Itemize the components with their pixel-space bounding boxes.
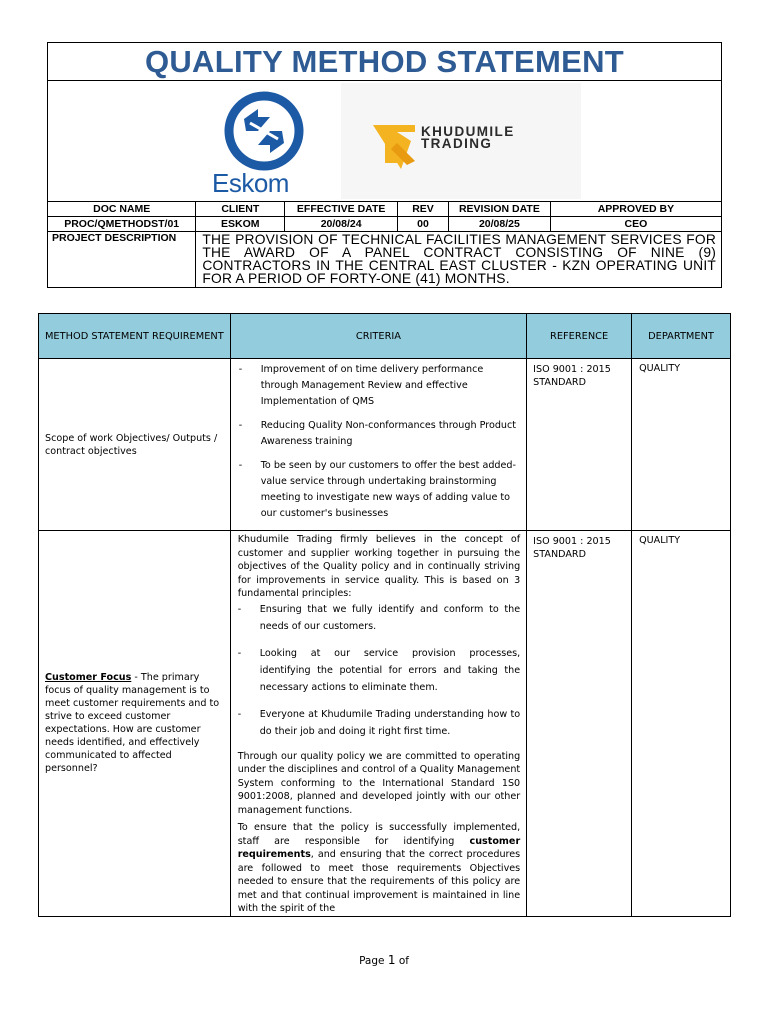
meta-header-rev: REV <box>398 202 449 217</box>
page-number: 1 <box>387 953 396 967</box>
customer-focus-text: - The primary focus of quality management is to meet customer requirements and to strive to exceed customer expectations. How are customer needs identified, and effectively communicated to affected personnel? <box>45 672 220 775</box>
principles-list <box>238 601 520 740</box>
meta-approved-by: CEO <box>550 217 721 232</box>
document-title: QUALITY METHOD STATEMENT <box>48 43 721 81</box>
meta-client: ESKOM <box>196 217 285 232</box>
col-header-reference: REFERENCE <box>527 314 632 359</box>
meta-header-row <box>48 202 721 217</box>
meta-doc-name: PROC/QMETHODST/01 <box>48 217 196 232</box>
requirement-cell <box>39 531 231 917</box>
list-item: - Reducing Quality Non-conformances through Product Awareness training <box>231 418 526 450</box>
quality-policy-paragraph: Through our quality policy we are committed to operating under the disciplines and control of a Quality Management System conforming to the International Standard 1S0 9001:2008, planned and developed jointly with our other management functions. <box>237 750 521 816</box>
project-description-row <box>48 232 721 288</box>
list-item: - Ensuring that we fully identify and conform to the needs of our customers. <box>238 601 520 635</box>
meta-header-approved-by: APPROVED BY <box>550 202 721 217</box>
col-header-criteria: CRITERIA <box>230 314 526 359</box>
project-description-label: PROJECT DESCRIPTION <box>48 232 196 288</box>
eskom-logo <box>188 83 340 199</box>
meta-header-client: CLIENT <box>196 202 285 217</box>
customer-requirements-emphasis: customer requirements <box>237 835 521 860</box>
criteria-cell <box>230 359 526 531</box>
department-cell: QUALITY <box>632 531 731 917</box>
list-item: - Looking at our service provision processes, identifying the potential for errors and taking the necessary actions to eliminate them. <box>238 645 520 696</box>
method-statement-table <box>38 313 731 917</box>
list-item: - To be seen by our customers to offer the best added-value service through undertaking brainstorming meeting to investigate new ways of adding value to our customer's businesses <box>231 458 526 522</box>
table-header-row <box>39 314 731 359</box>
page-of-label: of <box>398 955 409 967</box>
document-header <box>47 42 722 288</box>
col-header-requirement: METHOD STATEMENT REQUIREMENT <box>39 314 231 359</box>
meta-header-revision-date: REVISION DATE <box>448 202 550 217</box>
page-label: Page <box>359 955 385 967</box>
reference-cell: ISO 9001 : 2015 STANDARD <box>527 531 632 917</box>
meta-revision-date: 20/08/25 <box>448 217 550 232</box>
col-header-department: DEPARTMENT <box>632 314 731 359</box>
implementation-paragraph: To ensure that the policy is successfully implemented, staff are responsible for identifying customer requirements, and ensuring that the correct procedures are followed to meet those requirements Objectives needed to ensure that the requirements of this policy are met and that continual improvement is maintained in line with the spirit of the <box>237 822 521 914</box>
khudumile-logo <box>341 83 581 199</box>
document-meta-table <box>48 202 721 287</box>
table-row <box>39 531 731 917</box>
list-item: - Improvement of on time delivery performance through Management Review and effective Implementation of QMS <box>231 362 526 410</box>
customer-focus-title: Customer Focus <box>45 672 132 684</box>
logo-row <box>48 81 721 202</box>
table-row <box>39 359 731 531</box>
meta-effective-date: 20/08/24 <box>285 217 398 232</box>
khudumile-wordmark: KHUDUMILE TRADING <box>421 123 515 152</box>
meta-header-doc-name: DOC NAME <box>48 202 196 217</box>
meta-header-effective-date: EFFECTIVE DATE <box>285 202 398 217</box>
list-item: - Everyone at Khudumile Trading understanding how to do their job and doing it right first time. <box>238 706 520 740</box>
criteria-intro: Khudumile Trading firmly believes in the concept of customer and supplier working together in pursuing the objectives of the Quality policy and in continually striving for improvements in service quality. This is based on 3 fundamental principles: <box>237 534 521 599</box>
reference-cell: ISO 9001 : 2015 STANDARD <box>527 359 632 531</box>
meta-value-row <box>48 217 721 232</box>
eskom-wordmark: Eskom <box>212 168 289 198</box>
page-footer <box>0 953 768 967</box>
department-cell: QUALITY <box>632 359 731 531</box>
requirement-cell: Scope of work Objectives/ Outputs / contract objectives <box>39 359 231 531</box>
criteria-list <box>231 362 526 522</box>
meta-rev: 00 <box>398 217 449 232</box>
project-description-text: THE PROVISION OF TECHNICAL FACILITIES MANAGEMENT SERVICES FOR THE AWARD OF A PANEL CONTRACT CONSISTING OF NINE (9) CONTRACTORS IN THE CENTRAL EAST CLUSTER - KZN OPERATING UNIT FOR A PERIOD OF FORTY-ONE (41) MONTHS. <box>196 232 721 288</box>
criteria-cell <box>230 531 526 917</box>
